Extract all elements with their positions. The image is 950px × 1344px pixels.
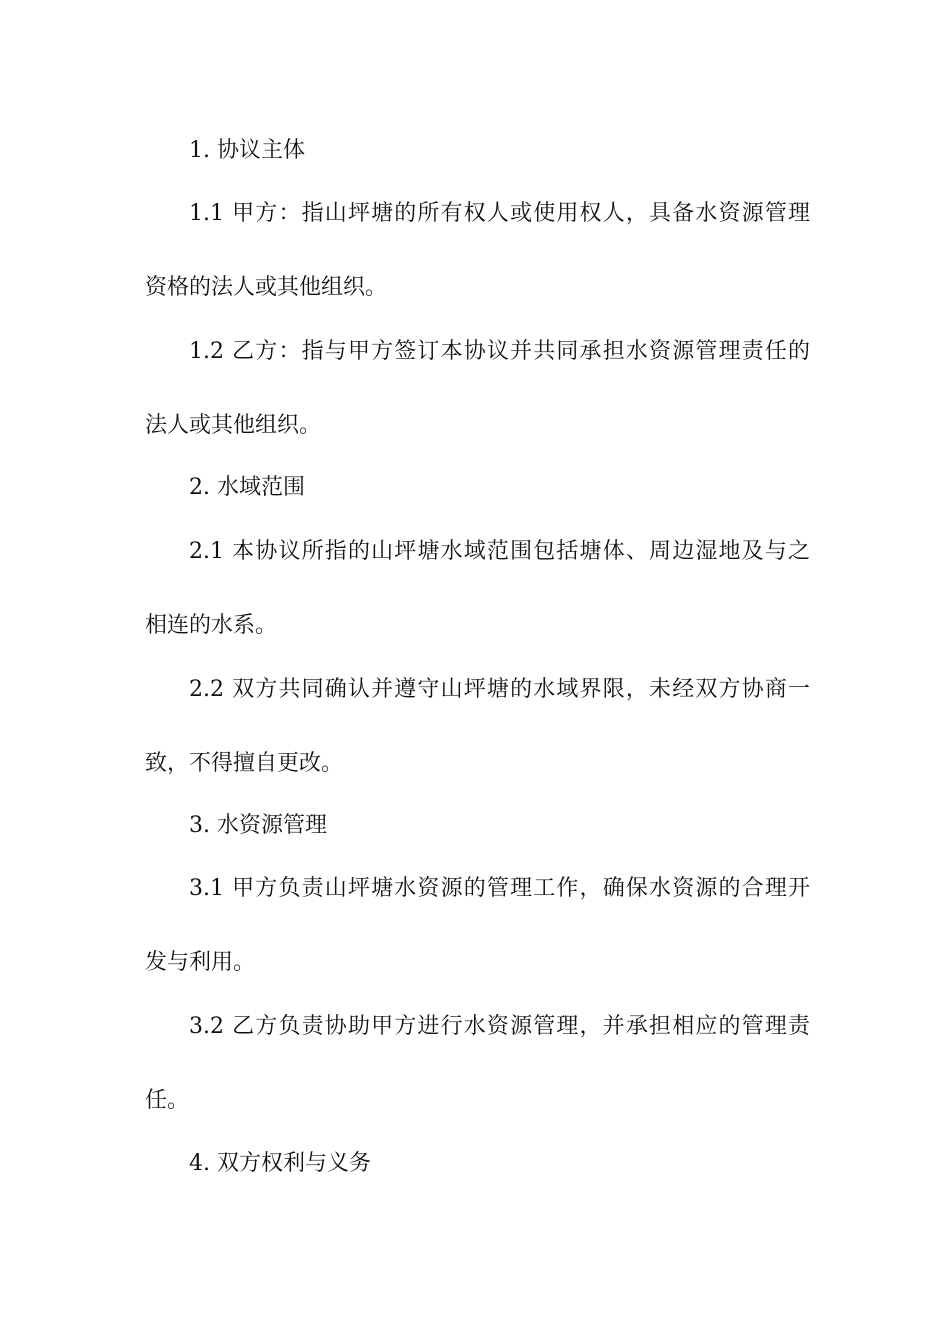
clause-2-2-line-2: 致，不得擅自更改。 xyxy=(145,751,344,776)
section-heading-1: 1. 协议主体 xyxy=(189,138,305,163)
clause-2-1-line-2: 相连的水系。 xyxy=(145,613,278,638)
section-heading-4: 4. 双方权利与义务 xyxy=(189,1151,371,1176)
clause-1-2-line-1: 1.2 乙方：指与甲方签订本协议并共同承担水资源管理责任的 xyxy=(189,339,810,364)
section-heading-3: 3. 水资源管理 xyxy=(189,813,327,838)
clause-3-1-line-1: 3.1 甲方负责山坪塘水资源的管理工作，确保水资源的合理开 xyxy=(189,876,810,901)
clause-2-1-line-1: 2.1 本协议所指的山坪塘水域范围包括塘体、周边湿地及与之 xyxy=(189,539,810,564)
clause-1-2-line-2: 法人或其他组织。 xyxy=(145,413,322,438)
clause-1-1-line-1: 1.1 甲方：指山坪塘的所有权人或使用权人，具备水资源管理 xyxy=(189,201,810,226)
clause-3-1-line-2: 发与利用。 xyxy=(145,950,256,975)
section-heading-2: 2. 水域范围 xyxy=(189,475,305,500)
clause-3-2-line-2: 任。 xyxy=(145,1088,190,1113)
clause-3-2-line-1: 3.2 乙方负责协助甲方进行水资源管理，并承担相应的管理责 xyxy=(189,1014,810,1039)
clause-1-1-line-2: 资格的法人或其他组织。 xyxy=(145,275,388,300)
clause-2-2-line-1: 2.2 双方共同确认并遵守山坪塘的水域界限，未经双方协商一 xyxy=(189,677,810,702)
